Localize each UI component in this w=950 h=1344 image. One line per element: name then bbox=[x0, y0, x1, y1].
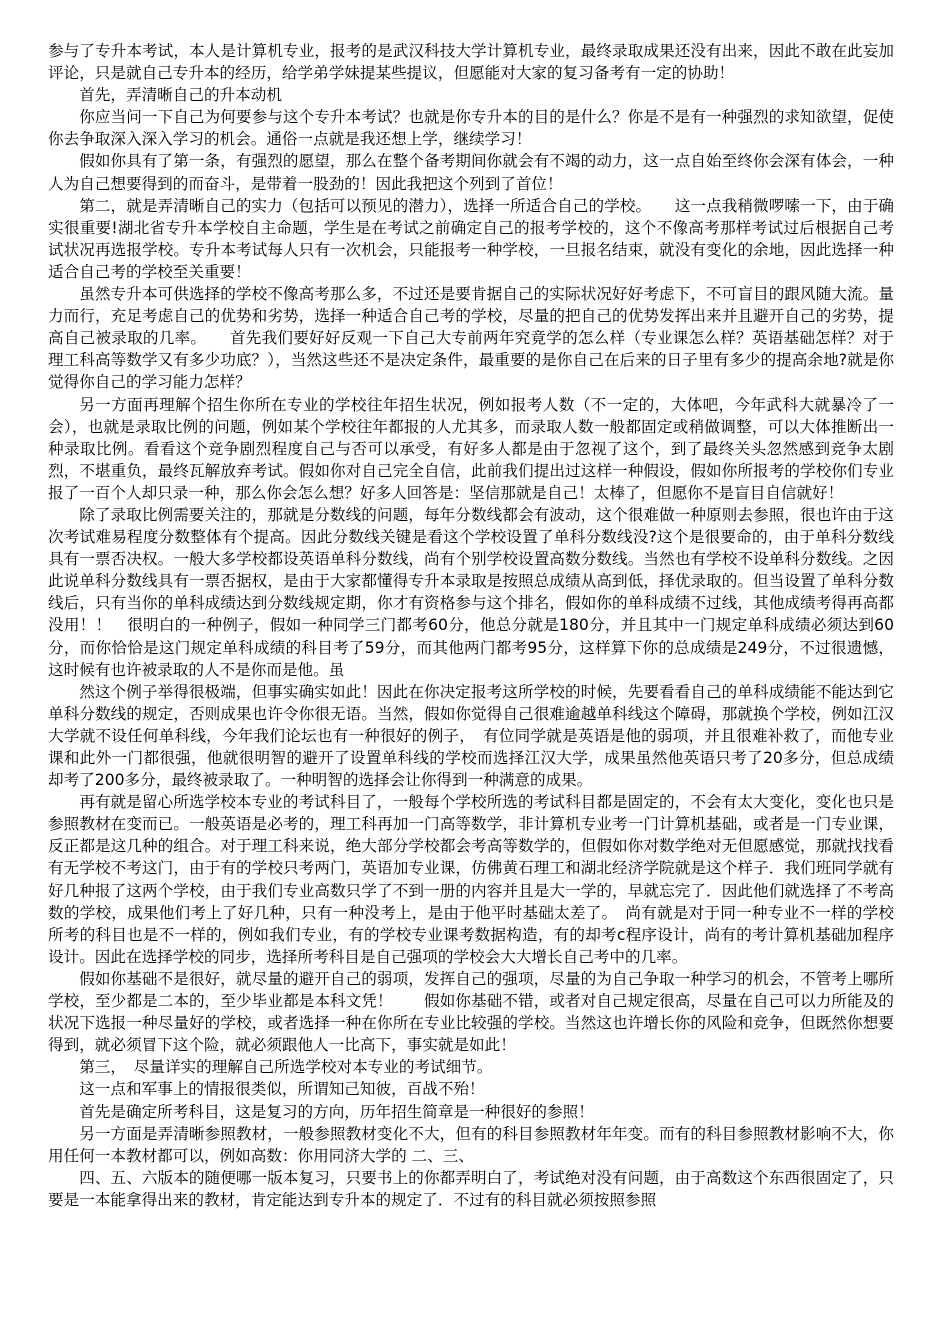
paragraph: 参与了专升本考试，本人是计算机专业，报考的是武汉科技大学计算机专业，最终录取成果还没有出来，因此不敢在此妄加评论，只是就自己专升本的经历，给学弟学妹提某些提议，但愿能对大家的复习备考有一定的协助！ bbox=[48, 42, 894, 83]
paragraph: 再有就是留心所选学校本专业的考试科目了，一般每个学校所选的考试科目都是固定的，不会有太大变化，变化也只是参照教材在变而已。一般英语是必考的，理工科再加一门高等数学，非计算机专业考一门计算机基础，或者是一门专业课，反正都是这几种的组合。对于理工科来说，绝大部分学校都会考高等数学的，但假如你对数学绝对无但愿感觉，那就找找看有无学校不考这门，由于有的学校只考两门，英语加专业课，仿佛黄石理工和湖北经济学院就是这个样子．我们班同学就有好几种报了这两个学校，由于我们专业高数只学了不到一册的内容并且是大一学的，早就忘完了．因此他们就选择了不考高数的学校，成果他们考上了好几种，只有一种没考上，是由于他平时基础太差了。 尚有就是对于同一种专业不一样的学校所考的科目也是不一样的，例如我们专业，有的学校专业课考数据构造，有的却考c程序设计，尚有的考计算机基础加程序设计。因此在选择学校的同步，选择所考科目是自己强项的学校会大大增长自己考中的几率。 bbox=[48, 793, 894, 966]
paragraph: 另一方面是弄清晰参照教材，一般参照教材变化不大，但有的科目参照教材年年变。而有的科目参照教材影响不大，你用任何一本教材都可以，例如高数：你用同济大学的 二、三、 bbox=[48, 1124, 894, 1165]
section-heading-motivation: 首先，弄清晰自己的升本动机 bbox=[79, 86, 282, 105]
paragraph: 另一方面再理解个招生你所在专业的学校往年招生状况，例如报考人数（不一定的，大体吧，今年武科大就暴冷了一会），也就是录取比例的问题，例如某个学校往年都报的人尤其多，而录取人数一般都固定或稍做调整，可以大体推断出一种录取比例。看看这个竞争剧烈程度自己与否可以承受，有好多人都是由于忽视了这个，到了最终关头忽然感到竞争太剧烈，不堪重负，最终瓦解放弃考试。假如你对自己完全自信，此前我们提出过这样一种假设，假如你所报考的学校你们专业报了一百个人却只录一种，那么你会怎么想？好多人回答是：坚信那就是自己！太棒了，但愿你不是盲目自信就好！ bbox=[48, 395, 894, 502]
section-heading-exam-details: 第三， 尽量详实的理解自己所选学校对本专业的考试细节。 bbox=[79, 1058, 493, 1077]
paragraph: 第二，就是弄清晰自己的实力（包括可以预见的潜力），选择一所适合自己的学校。 这一点我稍微啰嗦一下，由于确实很重要!湖北省专升本学校自主命题，学生是在考试之前确定自己的报考学校的，这个不像高考那样考试过后根据自己考试状况再选报学校。专升本考试每人只有一次机会，只能报考一种学校，一旦报名结束，就没有变化的余地，因此选择一种适合自己考的学校至关重要！ bbox=[48, 196, 894, 281]
paragraph: 你应当问一下自己为何要参与这个专升本考试？也就是你专升本的目的是什么？你是不是有一种强烈的求知欲望，促使你去争取深入深入学习的机会。通俗一点就是我还想上学，继续学习！ bbox=[48, 108, 894, 149]
paragraph: 假如你基础不是很好，就尽量的避开自己的弱项，发挥自己的强项，尽量的为自己争取一种学习的机会，不管考上哪所学校，至少都是二本的，至少毕业都是本科文凭！ 假如你基础不错，或者对自己规定很高，尽量在自己可以力所能及的状况下选报一种尽量好的学校，或者选择一种在你所在专业比较强的学校。当然这也许增长你的风险和竞争，但既然你想要得到，就必须冒下这个险，就必须跟他人一比高下，事实就是如此！ bbox=[48, 969, 894, 1055]
paragraph: 假如你具有了第一条，有强烈的愿望，那么在整个备考期间你就会有不竭的动力，这一点自始至终你会深有体会，一种人为自己想要得到的而奋斗，是带着一股劲的！因此我把这个列到了首位！ bbox=[48, 152, 894, 193]
paragraph: 然这个例子举得很极端，但事实确实如此！因此在你决定报考这所学校的时候，先要看看自己的单科成绩能不能达到它单科分数线的规定，否则成果也许令你很无语。当然，假如你觉得自己很难逾越单科线这个障碍，那就换个学校，例如江汉大学就不设任何单科线，今年我们论坛也有一种很好的例子， 有位同学就是英语是他的弱项，并且很难补救了，而他专业课和此外一门都很强，他就很明智的避开了设置单科线的学校而选择江汉大学，成果虽然他英语只考了20多分，但总成绩却考了200多分，最终被录取了。一种明智的选择会让你得到一种满意的成果。 bbox=[48, 682, 894, 790]
paragraph: 四、五、六版本的随便哪一版本复习，只要书上的你都弄明白了，考试绝对没有问题，由于高数这个东西很固定了，只要是一本能拿得出来的教材，肯定能达到专升本的规定了．不过有的科目就必须按照参照 bbox=[48, 1168, 894, 1209]
paragraph: 首先是确定所考科目，这是复习的方向，历年招生简章是一种很好的参照！ bbox=[79, 1102, 594, 1121]
paragraph: 除了录取比例需要关注的，那就是分数线的问题，每年分数线都会有波动，这个很难做一种原则去参照，很也许由于这次考试难易程度分数整体有个提高。因此分数线关键是看这个学校设置了单科分数线没?这个是很要命的，由于单科分数线具有一票否决权。一般大多学校都设英语单科分数线，尚有个别学校设置高数分数线。当然也有学校不设单科分数线。之因此说单科分数线具有一票否据权，是由于大家都懂得专升本录取是按照总成绩从高到低，择优录取的。但当设置了单科分数线后，只有当你的单科成绩达到分数线规定期，你才有资格参与这个排名，假如你的单科成绩不过线，其他成绩考得再高都没用！！ 很明白的一种例子，假如一种同学三门都考60分，他总分就是180分，并且其中一门规定单科成绩必须达到60分，而你恰恰是这门规定单科成绩的科目考了59分，而其他两门都考95分，这样算下你的总成绩是249分，不过很遗憾，这时候有也许被录取的人不是你而是他。虽 bbox=[48, 505, 894, 679]
paragraph: 虽然专升本可供选择的学校不像高考那么多，不过还是要肯据自己的实际状况好好考虑下，不可盲目的跟风随大流。量力而行，充足考虑自己的优势和劣势，选择一种适合自己考的学校，尽量的把自己的优势发挥出来并且避开自己的劣势，提高自己被录取的几率。 首先我们要好好反观一下自己大专前两年究竟学的怎么样（专业课怎么样？英语基础怎样？对于理工科高等数学又有多少功底？），当然这些还不是决定条件，最重要的是你自己在后来的日子里有多少的提高余地?就是你觉得你自己的学习能力怎样？ bbox=[48, 285, 894, 392]
paragraph: 这一点和军事上的情报很类似，所谓知己知彼，百战不殆！ bbox=[79, 1080, 485, 1099]
